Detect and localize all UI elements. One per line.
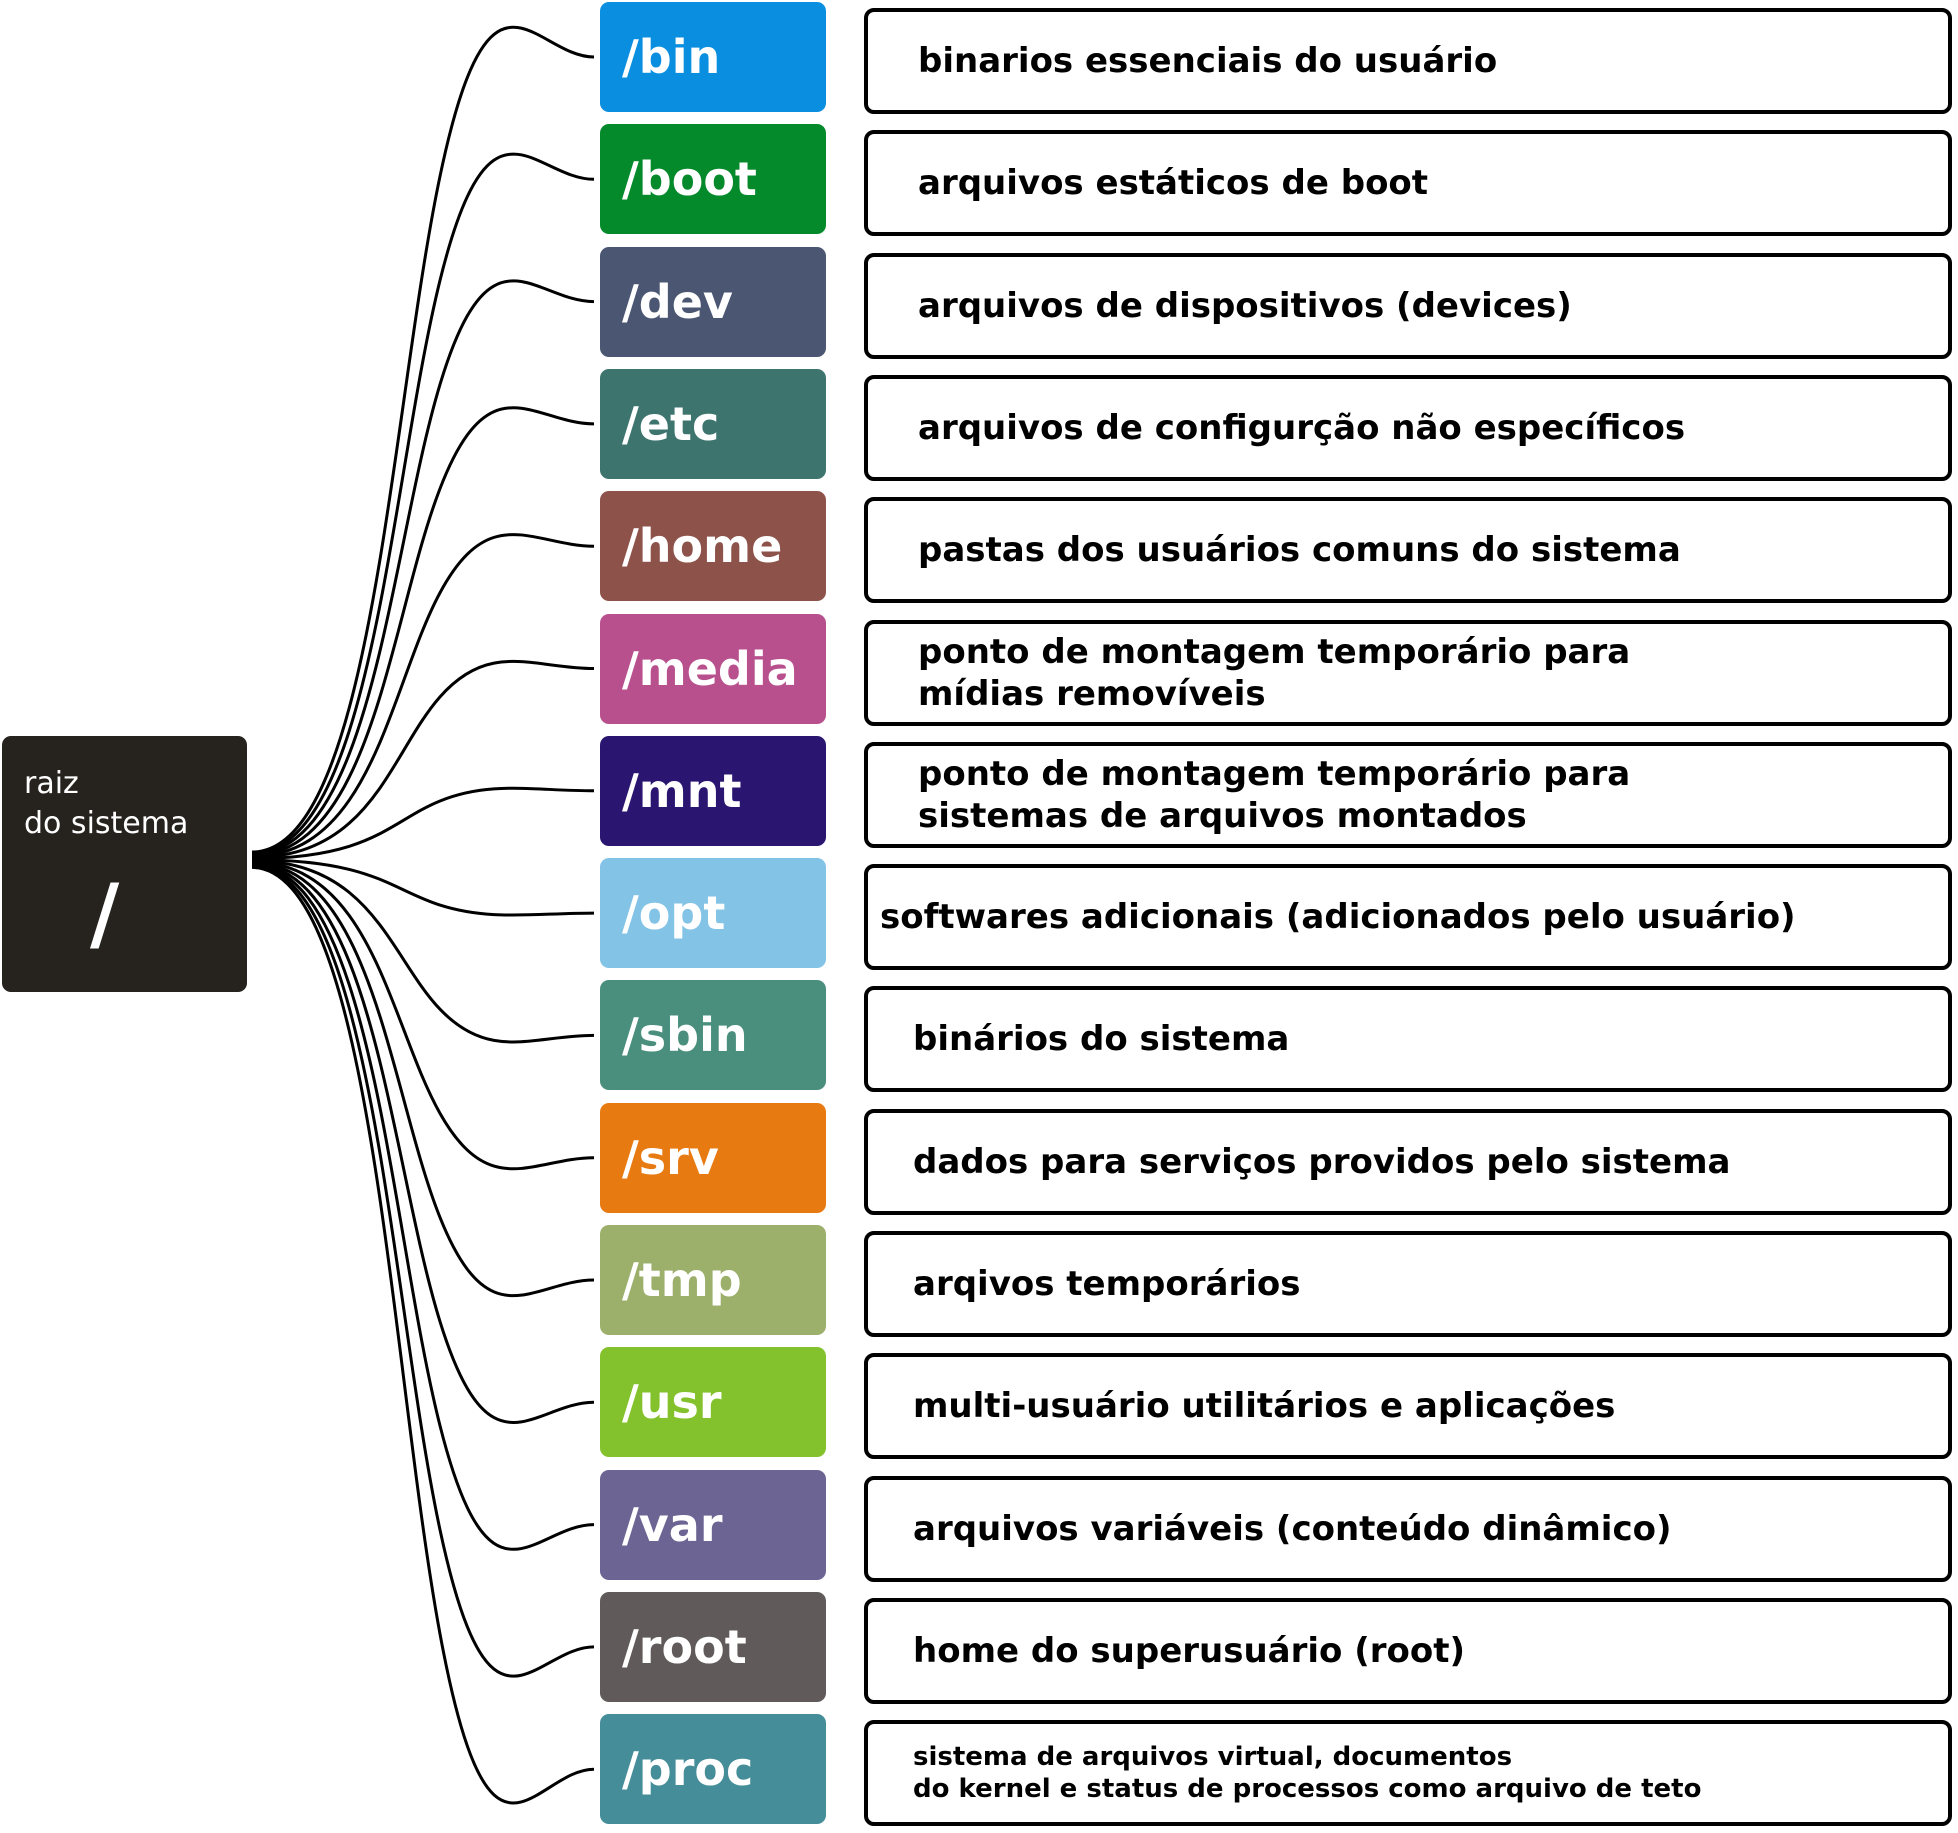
dir-row-bin <box>0 2 1958 112</box>
dir-description-sbin: binários do sistema <box>913 1019 1290 1060</box>
dir-description-box-media <box>864 620 1952 726</box>
dir-description-box-tmp <box>864 1231 1952 1337</box>
dir-box-boot[interactable]: /boot <box>600 124 826 234</box>
dir-box-dev[interactable]: /dev <box>600 247 826 357</box>
dir-description-box-root <box>864 1598 1952 1704</box>
dir-description-srv: dados para serviços providos pelo sistema <box>913 1141 1731 1182</box>
dir-description-box-bin <box>864 8 1952 114</box>
dir-description-etc: arquivos de configurção não específicos <box>918 407 1686 448</box>
dir-row-mnt <box>0 736 1958 846</box>
dir-description-dev: arquivos de dispositivos (devices) <box>918 285 1572 326</box>
dir-description-box-mnt <box>864 742 1952 848</box>
dir-description-proc: sistema de arquivos virtual, documentos do kernel e status de processos como arquivo de teto <box>913 1742 1702 1805</box>
dir-box-srv[interactable]: /srv <box>600 1103 826 1213</box>
dir-row-home <box>0 491 1958 601</box>
dir-description-bin: binarios essenciais do usuário <box>918 41 1498 81</box>
dir-description-box-usr <box>864 1353 1952 1459</box>
dir-description-tmp: arqivos temporários <box>913 1264 1301 1304</box>
dir-description-box-sbin <box>864 986 1952 1092</box>
dir-box-var[interactable]: /var <box>600 1470 826 1580</box>
dir-description-box-etc <box>864 375 1952 481</box>
dir-row-opt <box>0 858 1958 968</box>
dir-row-usr <box>0 1347 1958 1457</box>
dir-box-tmp[interactable]: /tmp <box>600 1225 826 1335</box>
dir-description-usr: multi-usuário utilitários e aplicações <box>913 1386 1616 1427</box>
dir-description-home: pastas dos usuários comuns do sistema <box>918 530 1681 571</box>
dir-box-proc[interactable]: /proc <box>600 1714 826 1824</box>
dir-row-etc <box>0 369 1958 479</box>
dir-description-var: arquivos variáveis (conteúdo dinâmico) <box>913 1508 1672 1549</box>
dir-row-var <box>0 1470 1958 1580</box>
dir-description-media: ponto de montagem temporário para mídias removíveis <box>918 631 1631 714</box>
dir-box-media[interactable]: /media <box>600 614 826 724</box>
dir-description-mnt: ponto de montagem temporário para sistemas de arquivos montados <box>918 753 1631 836</box>
dir-description-box-var <box>864 1476 1952 1582</box>
dir-description-box-boot <box>864 130 1952 236</box>
dir-row-srv <box>0 1103 1958 1213</box>
dir-box-mnt[interactable]: /mnt <box>600 736 826 846</box>
dir-box-root[interactable]: /root <box>600 1592 826 1702</box>
dir-row-root <box>0 1592 1958 1702</box>
dir-box-bin[interactable]: /bin <box>600 2 826 112</box>
dir-description-box-opt <box>864 864 1952 970</box>
dir-row-sbin <box>0 980 1958 1090</box>
dir-box-home[interactable]: /home <box>600 491 826 601</box>
dir-row-proc <box>0 1714 1958 1824</box>
dir-box-etc[interactable]: /etc <box>600 369 826 479</box>
dir-box-sbin[interactable]: /sbin <box>600 980 826 1090</box>
root-caption-line2: do sistema <box>24 806 189 841</box>
dir-description-opt: softwares adicionais (adicionados pelo usuário) <box>880 897 1796 938</box>
dir-box-opt[interactable]: /opt <box>600 858 826 968</box>
dir-description-root: home do superusuário (root) <box>913 1630 1466 1671</box>
dir-row-tmp <box>0 1225 1958 1335</box>
dir-description-box-home <box>864 497 1952 603</box>
root-caption-line1: raiz <box>24 766 79 801</box>
dir-box-usr[interactable]: /usr <box>600 1347 826 1457</box>
dir-row-dev <box>0 247 1958 357</box>
dir-row-media <box>0 614 1958 724</box>
dir-description-box-srv <box>864 1109 1952 1215</box>
dir-description-boot: arquivos estáticos de boot <box>918 163 1429 204</box>
dir-row-boot <box>0 124 1958 234</box>
dir-description-box-dev <box>864 253 1952 359</box>
dir-description-box-proc <box>864 1720 1952 1826</box>
root-slash-symbol: / <box>90 867 120 960</box>
